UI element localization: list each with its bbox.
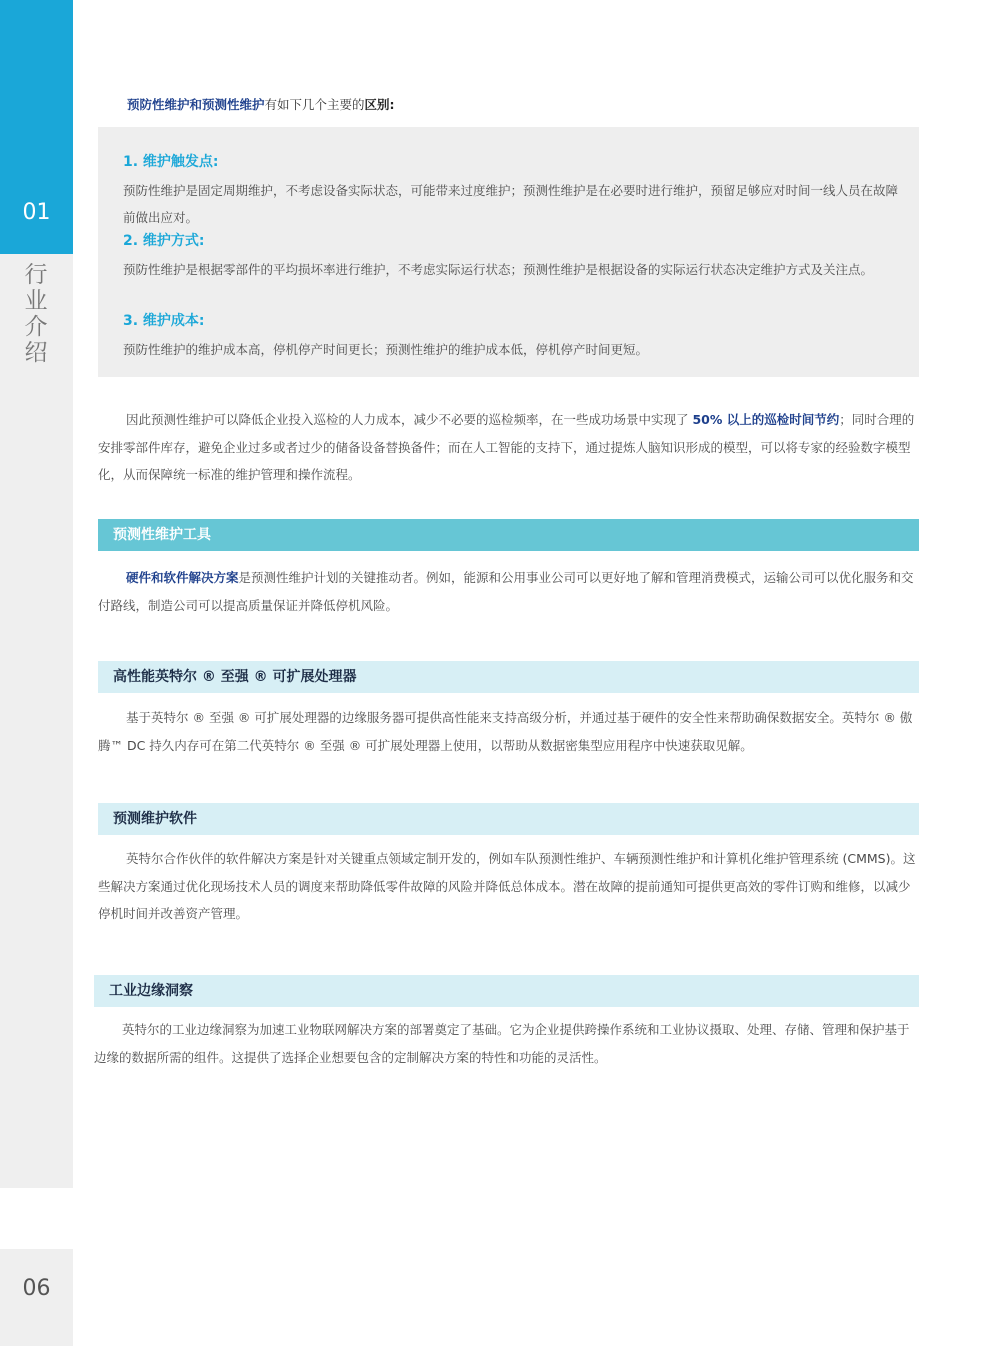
section-header-software: 预测维护软件 — [98, 803, 919, 835]
difference-item — [123, 310, 898, 363]
summary-text-end: ；同时合理的安排零部件库存，避免企业过多或者过少的储备设备替换备件；而在人工智能的支持下，通过提炼人脑知识形成的模型，可以将专家的经验数字模型化，从而保障统一标准的维护管理和操作流程。 — [98, 412, 915, 482]
differences-box — [98, 127, 919, 377]
page-number: 06 — [22, 1276, 51, 1301]
difference-text: 预防性维护的维护成本高，停机停产时间更长；预测性维护的维护成本低，停机停产时间更短。 — [123, 342, 649, 357]
software-paragraph: 英特尔合作伙伴的软件解决方案是针对关键重点领域定制开发的，例如车队预测性维护、车辆预测性维护和计算机化维护管理系统 (CMMS)。这些解决方案通过优化现场技术人员的调度来帮助降低零件故障的风险并降低总体成本。潜在故障的提前通知可提供更高效的零件订购和维修，以减少停机时间并改善资产管理。 — [98, 851, 916, 921]
difference-heading: 1. 维护触发点: — [123, 154, 219, 170]
chapter-title: 行业介绍 — [24, 262, 48, 366]
section-header-processor: 高性能英特尔 ® 至强 ® 可扩展处理器 — [98, 661, 919, 693]
processor-paragraph: 基于英特尔 ® 至强 ® 可扩展处理器的边缘服务器可提供高性能来支持高级分析，并通过基于硬件的安全性来帮助确保数据安全。英特尔 ® 傲腾™ DC 持久内存可在第二代英特尔 ® 至强 ® 可扩展处理器上使用，以帮助从数据密集型应用程序中快速获取见解。 — [98, 710, 913, 753]
difference-item — [123, 230, 898, 283]
summary-paragraph — [98, 406, 920, 489]
intro-keyword: 区别: — [364, 97, 395, 112]
difference-text: 预防性维护是固定周期维护，不考虑设备实际状态，可能带来过度维护；预测性维护是在必要时进行维护，预留足够应对时间一线人员在故障前做出应对。 — [123, 183, 899, 225]
difference-heading: 2. 维护方式: — [123, 233, 205, 249]
section-header-tools: 预测性维护工具 — [98, 519, 919, 551]
tools-lead-bold: 硬件和软件解决方案 — [126, 570, 239, 585]
tools-paragraph — [98, 564, 920, 619]
chapter-number: 01 — [22, 200, 51, 225]
summary-text-start: 因此预测性维护可以降低企业投入巡检的人力成本，减少不必要的巡检频率，在一些成功场景中实现了 — [126, 412, 693, 427]
difference-item — [123, 151, 898, 231]
intro-term: 预防性维护和预测性维护 — [127, 97, 265, 112]
section-header-edge-insights: 工业边缘洞察 — [94, 975, 919, 1007]
tools-lead-text: 是预测性维护计划的关键推动者。例如，能源和公用事业公司可以更好地了解和管理消费模式，运输公司可以优化服务和交付路线，制造公司可以提高质量保证并降低停机风险。 — [98, 570, 914, 613]
summary-highlight: 50% 以上的巡检时间节约 — [692, 412, 840, 427]
sidebar-panel — [0, 254, 73, 1188]
difference-heading: 3. 维护成本: — [123, 313, 205, 329]
difference-text: 预防性维护是根据零部件的平均损坏率进行维护，不考虑实际运行状态；预测性维护是根据设备的实际运行状态决定维护方式及关注点。 — [123, 262, 874, 277]
intro-line — [127, 95, 395, 113]
intro-text: 有如下几个主要的 — [264, 97, 365, 112]
edge-insights-paragraph: 英特尔的工业边缘洞察为加速工业物联网解决方案的部署奠定了基础。它为企业提供跨操作系统和工业协议摄取、处理、存储、管理和保护基于边缘的数据所需的组件。这提供了选择企业想要包含的定制解决方案的特性和功能的灵活性。 — [94, 1022, 910, 1065]
